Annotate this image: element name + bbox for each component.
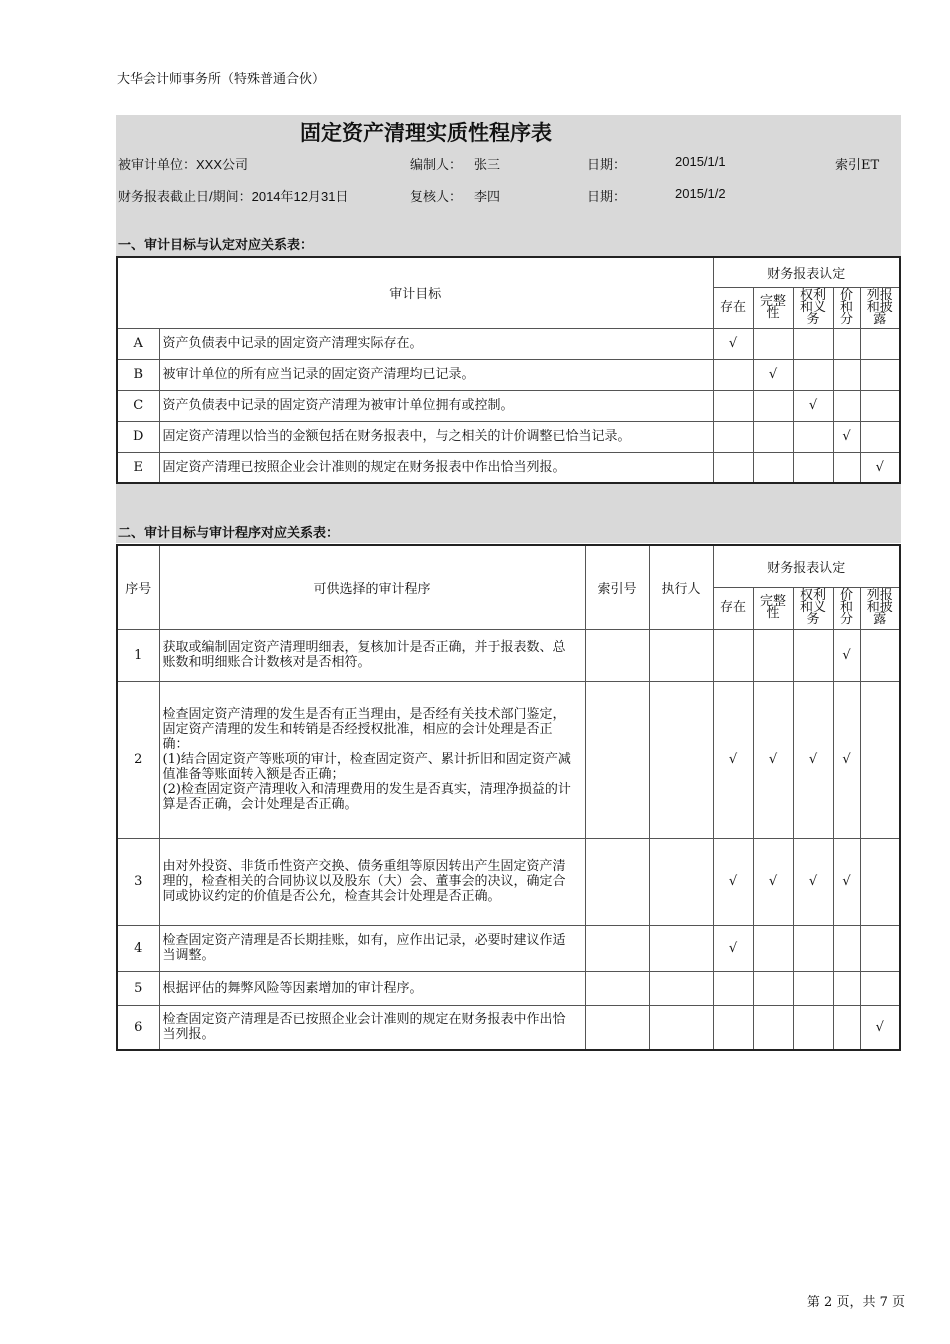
assertion-header: 列报 和披 露 xyxy=(860,587,900,629)
objective-text: 被审计单位的所有应当记录的固定资产清理均已记录。 xyxy=(159,359,713,390)
check-cell xyxy=(793,971,833,1005)
procedure-index xyxy=(585,838,649,925)
check-cell xyxy=(860,838,900,925)
procedure-executor xyxy=(649,971,713,1005)
table-row xyxy=(117,452,900,483)
reviewer-label: 复核人： xyxy=(410,190,463,205)
check-cell xyxy=(793,1005,833,1050)
procedure-assertion-table xyxy=(116,544,901,1051)
assertion-header: 存在 xyxy=(713,587,753,629)
procedure-index xyxy=(585,629,649,681)
firm-name: 大华会计师事务所（特殊普通合伙） xyxy=(117,72,326,87)
check-cell xyxy=(713,390,753,421)
check-cell xyxy=(860,925,900,971)
objective-text: 资产负债表中记录的固定资产清理为被审计单位拥有或控制。 xyxy=(159,390,713,421)
date-1: 2015/1/1 xyxy=(675,154,726,169)
check-cell: √ xyxy=(713,838,753,925)
check-cell xyxy=(860,629,900,681)
check-cell xyxy=(793,359,833,390)
check-cell: √ xyxy=(833,421,860,452)
procedure-no: 2 xyxy=(117,681,159,838)
procedure-index xyxy=(585,1005,649,1050)
check-cell xyxy=(713,359,753,390)
check-cell xyxy=(753,1005,793,1050)
table-row xyxy=(117,925,900,971)
check-cell xyxy=(753,390,793,421)
procedure-text: 根据评估的舞弊风险等因素增加的审计程序。 xyxy=(159,971,585,1005)
procedure-header: 可供选择的审计程序 xyxy=(159,545,585,629)
check-cell: √ xyxy=(860,452,900,483)
index-header: 索引号 xyxy=(585,545,649,629)
assertion-header: 完整 性 xyxy=(753,287,793,328)
check-cell: √ xyxy=(753,359,793,390)
check-cell xyxy=(860,328,900,359)
check-cell xyxy=(753,925,793,971)
check-cell: √ xyxy=(713,925,753,971)
check-cell: √ xyxy=(833,681,860,838)
table-row xyxy=(117,421,900,452)
assertion-header: 价 和 分 xyxy=(833,587,860,629)
assertion-group-header-2: 财务报表认定 xyxy=(713,545,900,587)
objective-code: C xyxy=(117,390,159,421)
check-cell xyxy=(833,328,860,359)
check-cell xyxy=(753,629,793,681)
table-row xyxy=(117,838,900,925)
reviewer-name: 李四 xyxy=(474,190,501,205)
objective-text: 资产负债表中记录的固定资产清理实际存在。 xyxy=(159,328,713,359)
check-cell xyxy=(753,328,793,359)
check-cell xyxy=(833,925,860,971)
check-cell xyxy=(793,925,833,971)
check-cell xyxy=(833,452,860,483)
check-cell xyxy=(833,1005,860,1050)
table-row xyxy=(117,359,900,390)
procedure-no: 1 xyxy=(117,629,159,681)
objective-text: 固定资产清理以恰当的金额包括在财务报表中，与之相关的计价调整已恰当记录。 xyxy=(159,421,713,452)
table-row xyxy=(117,390,900,421)
table-row xyxy=(117,681,900,838)
assertion-header: 价 和 分 xyxy=(833,287,860,328)
section1-heading: 一、审计目标与认定对应关系表： xyxy=(118,238,314,253)
check-cell xyxy=(860,681,900,838)
table-row xyxy=(117,1005,900,1050)
procedure-no: 4 xyxy=(117,925,159,971)
preparer-label: 编制人： xyxy=(410,158,463,173)
assertion-group-header: 财务报表认定 xyxy=(713,257,900,287)
assertion-header: 权利 和义 务 xyxy=(793,287,833,328)
check-cell: √ xyxy=(793,838,833,925)
check-cell: √ xyxy=(713,328,753,359)
section2-heading: 二、审计目标与审计程序对应关系表： xyxy=(118,526,340,541)
check-cell xyxy=(713,452,753,483)
objective-code: A xyxy=(117,328,159,359)
procedure-executor xyxy=(649,681,713,838)
page-number: 第 2 页，共 7 页 xyxy=(806,1295,905,1310)
assertion-header: 列报 和披 露 xyxy=(860,287,900,328)
check-cell xyxy=(713,1005,753,1050)
no-header: 序号 xyxy=(117,545,159,629)
check-cell: √ xyxy=(713,681,753,838)
check-cell: √ xyxy=(860,1005,900,1050)
page-title: 固定资产清理实质性程序表 xyxy=(300,121,552,145)
objective-assertion-table xyxy=(116,256,901,484)
check-cell xyxy=(860,390,900,421)
procedure-text: 检查固定资产清理的发生是否有正当理由，是否经有关技术部门鉴定，固定资产清理的发生和转销是否经授权批准，相应的会计处理是否正确： (1)结合固定资产等账项的审计，检查固定资产、累计折旧和固定资产减值准备等账面转入额是否正确； (2)检查固定资产清理收入和清理费用的发生是否真实，清理净损益的计算是否正确，会计处理是否正确。 xyxy=(159,681,585,838)
check-cell xyxy=(793,328,833,359)
procedure-text: 检查固定资产清理是否长期挂账，如有，应作出记录，必要时建议作适当调整。 xyxy=(159,925,585,971)
table-row xyxy=(117,629,900,681)
date-label-1: 日期： xyxy=(587,158,627,173)
check-cell xyxy=(713,971,753,1005)
procedure-index xyxy=(585,971,649,1005)
assertion-header: 存在 xyxy=(713,287,753,328)
check-cell xyxy=(793,629,833,681)
index-label: 索引ET xyxy=(835,158,880,173)
procedure-executor xyxy=(649,1005,713,1050)
client-label: 被审计单位：XXX公司 xyxy=(118,157,249,172)
procedure-text: 由对外投资、非货币性资产交换、债务重组等原因转出产生固定资产清理的，检查相关的合同协议以及股东（大）会、董事会的决议，确定合同或协议约定的价值是否公允，检查其会计处理是否正确。 xyxy=(159,838,585,925)
check-cell xyxy=(753,452,793,483)
check-cell xyxy=(793,421,833,452)
preparer-name: 张三 xyxy=(474,158,501,173)
check-cell xyxy=(713,421,753,452)
check-cell: √ xyxy=(793,681,833,838)
check-cell xyxy=(833,359,860,390)
check-cell xyxy=(833,390,860,421)
date-label-2: 日期： xyxy=(587,190,627,205)
objective-code: B xyxy=(117,359,159,390)
objective-code: D xyxy=(117,421,159,452)
procedure-index xyxy=(585,681,649,838)
procedure-index xyxy=(585,925,649,971)
check-cell xyxy=(860,421,900,452)
assertion-header: 权利 和义 务 xyxy=(793,587,833,629)
check-cell: √ xyxy=(833,838,860,925)
check-cell xyxy=(860,971,900,1005)
table-row xyxy=(117,328,900,359)
period-label: 财务报表截止日/期间：2014年12月31日 xyxy=(118,189,349,204)
procedure-executor xyxy=(649,629,713,681)
check-cell xyxy=(753,421,793,452)
check-cell: √ xyxy=(793,390,833,421)
assertion-header: 完整 性 xyxy=(753,587,793,629)
procedure-executor xyxy=(649,838,713,925)
check-cell xyxy=(753,971,793,1005)
table-row xyxy=(117,971,900,1005)
check-cell xyxy=(713,629,753,681)
objective-text: 固定资产清理已按照企业会计准则的规定在财务报表中作出恰当列报。 xyxy=(159,452,713,483)
check-cell xyxy=(833,971,860,1005)
procedure-executor xyxy=(649,925,713,971)
procedure-no: 3 xyxy=(117,838,159,925)
procedure-no: 5 xyxy=(117,971,159,1005)
check-cell: √ xyxy=(833,629,860,681)
objective-code: E xyxy=(117,452,159,483)
date-2: 2015/1/2 xyxy=(675,186,726,201)
objective-header: 审计目标 xyxy=(117,257,713,328)
procedure-text: 检查固定资产清理是否已按照企业会计准则的规定在财务报表中作出恰当列报。 xyxy=(159,1005,585,1050)
check-cell xyxy=(793,452,833,483)
procedure-no: 6 xyxy=(117,1005,159,1050)
procedure-text: 获取或编制固定资产清理明细表，复核加计是否正确，并于报表数、总账数和明细账合计数核对是否相符。 xyxy=(159,629,585,681)
check-cell: √ xyxy=(753,838,793,925)
check-cell: √ xyxy=(753,681,793,838)
executor-header: 执行人 xyxy=(649,545,713,629)
check-cell xyxy=(860,359,900,390)
